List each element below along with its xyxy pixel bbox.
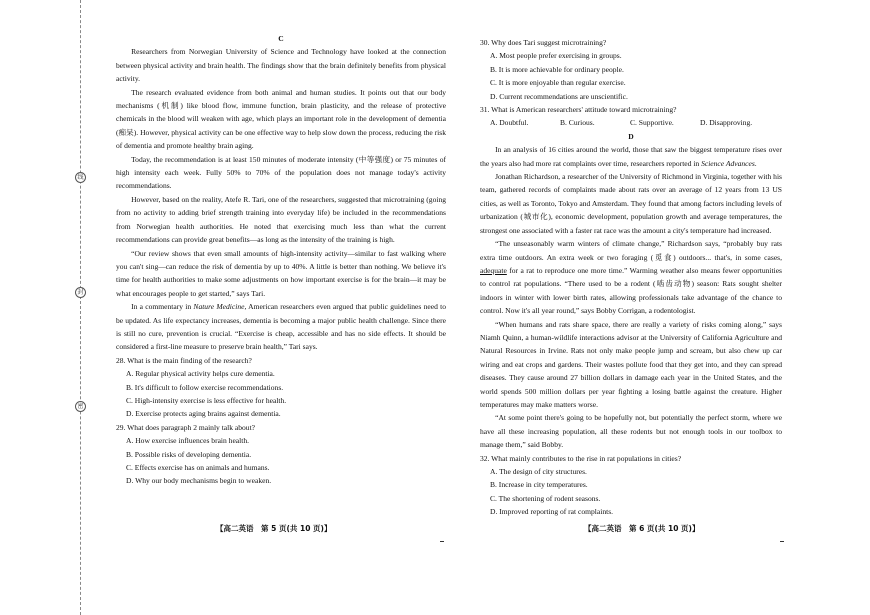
question-32-option-c: C. The shortening of rodent seasons. bbox=[490, 493, 601, 503]
right-page-corner-mark bbox=[780, 541, 784, 542]
question-31-stem: 31. What is American researchers' attitude toward microtraining? bbox=[480, 105, 677, 115]
question-29-option-a: A. How exercise influences brain health. bbox=[126, 436, 250, 446]
question-30-option-d: D. Current recommendations are unscientific. bbox=[490, 91, 628, 101]
question-31-option-d: D. Disapproving. bbox=[700, 118, 753, 128]
binding-label-feng: 封 bbox=[75, 287, 86, 298]
right-page-column bbox=[480, 36, 782, 519]
binding-label-mi: 密 bbox=[75, 401, 86, 412]
question-29-option-c: C. Effects exercise has on animals and humans. bbox=[126, 463, 270, 472]
passage-c-paragraph-2: The research evaluated evidence from both animal and human studies. It points out that our body mechanisms (机制) like blood flow, immune function, brain plasticity, and the release of protective chemicals in the blood will weaken with age, which plays an important role in the development of dementia (痴呆). However, physical activity can be one effective way to help slow down the process, reducing the risk of dementia and promote healthy brain aging. bbox=[116, 87, 446, 151]
passage-d-paragraph-2: Jonathan Richardson, a researcher of the University of Richmond in Virginia, together with his team, gathered records of complaints made about rats over an average of 12 years from 13 US cities, as well as Toronto, Tokyo and Amsterdam. They found that among factors including levels of urbanization (城市化), economic development, population growth and average temperatures, the strongest one associated with a faster rat race was the amount a city's temperature had increased. bbox=[480, 172, 782, 235]
passage-c-paragraph-6: In a commentary in Nature Medicine, American researchers even argued that public guidelines need to be updated. As life expectancy increases, dementia is becoming a major public health challenge. Since there is still no cure, prevention is crucial. “Exercise is cheap, accessible and has no side effects. It should be considered a first-line measure to preserve brain health,” Tari says. bbox=[116, 302, 446, 352]
section-c-heading: C bbox=[278, 34, 284, 43]
underlined-word-adequate: adequate bbox=[480, 265, 507, 275]
question-31-option-b: B. Curious. bbox=[560, 118, 595, 128]
question-32-option-d: D. Improved reporting of rat complaints. bbox=[490, 507, 614, 517]
question-30-option-a: A. Most people prefer exercising in groups. bbox=[490, 51, 622, 61]
question-29-option-d: D. Why our body mechanisms begin to weaken. bbox=[126, 476, 272, 486]
journal-science-advances: Science Advances bbox=[701, 158, 755, 168]
question-30-option-c: C. It is more enjoyable than regular exercise. bbox=[490, 78, 626, 88]
passage-d-paragraph-5: “At some point there's going to be hopefully not, but potentially the perfect storm, where we have all these increasing population, all these rodents but not enough tools in our toolbox to manage them,” said Bobby. bbox=[480, 413, 782, 450]
left-page-footer: 【高二英语 第 5 页(共 10 页)】 bbox=[216, 524, 332, 533]
passage-c-paragraph-5: “Our review shows that even small amounts of high-intensity activity—similar to fast walking where you can't sing—can reduce the risk of dementia by up to 40%. A little is better than nothing. We believe it's time for health authorities to make some adjustments on how important exercise is for the brain—it may be what encourages people to get started,” says Tari. bbox=[116, 248, 446, 298]
question-32-option-a: A. The design of city structures. bbox=[490, 467, 587, 476]
section-d-heading: D bbox=[628, 131, 634, 141]
question-28-option-d: D. Exercise protects aging brains against dementia. bbox=[126, 409, 281, 419]
passage-c-paragraph-1: Researchers from Norwegian University of Science and Technology have looked at the connection between physical activity and brain health. The findings show that the brain definitely benefits from physical activity. bbox=[116, 47, 446, 84]
question-28-stem: 28. What is the main finding of the research? bbox=[116, 355, 252, 365]
question-31-option-c: C. Supportive. bbox=[630, 118, 674, 128]
right-page-footer: 【高二英语 第 6 页(共 10 页)】 bbox=[584, 524, 700, 533]
binding-margin-line bbox=[80, 0, 81, 615]
left-page-corner-mark bbox=[440, 541, 444, 542]
left-page-column bbox=[116, 36, 446, 488]
question-31-options bbox=[490, 116, 782, 129]
question-28-option-c: C. High-intensity exercise is less effective for health. bbox=[126, 395, 287, 405]
passage-d-paragraph-1: In an analysis of 16 cities around the world, those that saw the biggest temperature rises over the years also had more rat complaints over time, researchers reported in Science Advances. bbox=[480, 145, 782, 168]
question-30-option-b: B. It is more achievable for ordinary people. bbox=[490, 64, 624, 74]
passage-d-paragraph-3: “The unseasonably warm winters of climate change,” Richardson says, “probably buy rats extra time outdoors. An extra week or two foraging (觅食) outdoors... that's, in some cases, adequate for a rat to reproduce one more time.” Warming weather also means fewer opportunities to control rat populations. “There used to be a rodent (啮齿动物) season: Rats sought shelter indoors in winter with lower birth rates, allowing professionals take advantage of the chance to control. Now it's all year round,” says Bobby Corrigan, a rodentologist. bbox=[480, 239, 782, 316]
journal-nature-medicine: Nature Medicine bbox=[193, 302, 245, 312]
question-32-option-b: B. Increase in city temperatures. bbox=[490, 480, 588, 490]
passage-d-paragraph-4: “When humans and rats share space, there are really a variety of risks coming along,” says Niamh Quinn, a human-wildlife interactions advisor at the University of California Agriculture and Natural Resources in Irvine. Rats not only make people jump and scream, but also chew up car wiring and eat crops and gardens. Their wastes pollute food that they get into, and they can spread diseases. They cause around 27 billion dollars in damage each year in the United States, and the world spends 500 million dollars per year fighting a losing battle against the creature. Higher temperatures may make matters worse. bbox=[480, 319, 782, 409]
question-32-stem: 32. What mainly contributes to the rise in rat populations in cities? bbox=[480, 453, 682, 463]
question-30-stem: 30. Why does Tari suggest microtraining? bbox=[480, 38, 607, 47]
question-29-option-b: B. Possible risks of developing dementia. bbox=[126, 449, 252, 459]
question-28-option-b: B. It's difficult to follow exercise recommendations. bbox=[126, 382, 284, 392]
passage-c-paragraph-3: Today, the recommendation is at least 150 minutes of moderate intensity (中等强度) or 75 minutes of high intensity each week. Fully 50% to 70% of the population does not manage today's activity recommendations. bbox=[116, 154, 446, 191]
binding-label-xian: 线 bbox=[75, 172, 86, 183]
passage-c-paragraph-4: However, based on the reality, Atefe R. Tari, one of the researchers, suggested that microtraining (going from no activity to adding brief strength training into everyday life) be included in the recommendations from Norwegian health authorities. He noted that exercising much less than what the current recommendations can provide great benefits—as long as the intensity of the training is high. bbox=[116, 194, 446, 245]
question-28-option-a: A. Regular physical activity helps cure dementia. bbox=[126, 369, 275, 379]
question-31-option-a: A. Doubtful. bbox=[490, 118, 529, 128]
question-29-stem: 29. What does paragraph 2 mainly talk about? bbox=[116, 422, 256, 432]
